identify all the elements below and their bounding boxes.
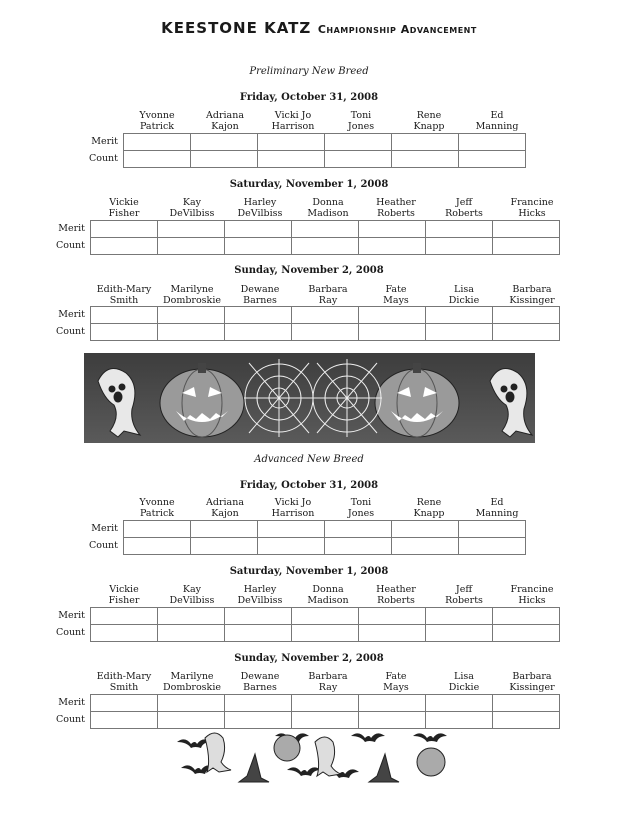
judge-last-name: DeVilbiss [237, 208, 283, 219]
judge-first-name: Yvonne [139, 110, 175, 121]
score-grid [90, 306, 560, 341]
score-cell[interactable] [191, 521, 258, 538]
score-cell[interactable] [325, 134, 392, 151]
judge-first-name: Heather [376, 584, 416, 595]
judge-name [191, 110, 259, 132]
day-heading: Friday, October 31, 2008 [239, 92, 379, 103]
ghost-icon [490, 369, 532, 438]
row-labels [78, 133, 118, 167]
judge-name [294, 284, 362, 306]
table-row [91, 238, 560, 255]
pumpkin-icon [274, 735, 445, 776]
judge-first-name: Edith-Mary [96, 284, 152, 295]
judge-last-name: Knapp [413, 508, 445, 519]
score-grid [90, 220, 560, 255]
score-cell[interactable] [258, 134, 325, 151]
score-cell[interactable] [426, 221, 493, 238]
score-cell[interactable] [459, 134, 526, 151]
score-cell[interactable] [392, 134, 459, 151]
score-grid [123, 520, 526, 555]
judge-last-name: Manning [475, 508, 519, 519]
row-label: Merit [58, 610, 85, 621]
judge-last-name: Dickie [448, 682, 480, 693]
row-labels [45, 607, 85, 641]
day-heading: Saturday, November 1, 2008 [229, 566, 389, 577]
judge-last-name: Kissinger [509, 682, 555, 693]
judge-last-name: Kajon [211, 508, 239, 519]
judge-first-name: Fate [385, 284, 407, 295]
pumpkin-icon [375, 363, 459, 437]
score-cell[interactable] [426, 712, 493, 729]
row-labels [45, 220, 85, 254]
score-cell[interactable] [493, 695, 560, 712]
judge-last-name: Dickie [448, 295, 480, 306]
score-cell[interactable] [325, 521, 392, 538]
score-cell[interactable] [91, 307, 158, 324]
spiderweb-icon [244, 359, 314, 437]
row-label: Merit [91, 523, 118, 534]
score-cell[interactable] [426, 238, 493, 255]
judge-name [158, 584, 226, 606]
score-cell[interactable] [225, 608, 292, 625]
judge-header-row [90, 197, 566, 219]
score-cell[interactable] [359, 324, 426, 341]
day-heading: Saturday, November 1, 2008 [229, 179, 389, 190]
score-cell[interactable] [493, 238, 560, 255]
judge-name [90, 197, 158, 219]
score-cell[interactable] [225, 695, 292, 712]
score-cell[interactable] [459, 538, 526, 555]
judge-first-name: Marilyne [170, 671, 214, 682]
table-row [91, 625, 560, 642]
score-cell[interactable] [91, 712, 158, 729]
score-cell[interactable] [392, 521, 459, 538]
halloween-banner [84, 353, 535, 443]
score-cell[interactable] [191, 538, 258, 555]
score-cell[interactable] [91, 324, 158, 341]
judge-name [158, 671, 226, 693]
judge-last-name: Manning [475, 121, 519, 132]
judge-last-name: Harrison [271, 121, 315, 132]
score-cell[interactable] [91, 695, 158, 712]
score-cell[interactable] [158, 712, 225, 729]
score-cell[interactable] [325, 538, 392, 555]
table-row [124, 134, 526, 151]
day-heading: Friday, October 31, 2008 [239, 480, 379, 491]
judge-last-name: Smith [109, 682, 139, 693]
score-cell[interactable] [359, 695, 426, 712]
judge-name [430, 284, 498, 306]
score-cell[interactable] [359, 307, 426, 324]
judge-first-name: Ed [490, 497, 504, 508]
judge-first-name: Vicki Jo [274, 110, 312, 121]
score-cell[interactable] [258, 538, 325, 555]
judge-last-name: Kissinger [509, 295, 555, 306]
judge-first-name: Barbara [308, 671, 348, 682]
judge-name [327, 497, 395, 519]
judge-name [362, 671, 430, 693]
score-cell[interactable] [225, 307, 292, 324]
judge-name [395, 110, 463, 132]
judge-name [498, 284, 566, 306]
score-grid [90, 607, 560, 642]
row-label: Count [88, 540, 118, 551]
judge-last-name: Patrick [139, 508, 175, 519]
judge-first-name: Barbara [512, 284, 552, 295]
score-cell[interactable] [225, 625, 292, 642]
score-cell[interactable] [292, 238, 359, 255]
judge-last-name: Roberts [377, 595, 415, 606]
judge-name [158, 284, 226, 306]
judge-name [498, 197, 566, 219]
judge-last-name: DeVilbiss [237, 595, 283, 606]
judge-name [191, 497, 259, 519]
judge-first-name: Donna [312, 197, 344, 208]
row-label: Count [55, 627, 85, 638]
table-row [124, 521, 526, 538]
score-cell[interactable] [292, 712, 359, 729]
judge-header-row [90, 284, 566, 306]
score-cell[interactable] [91, 221, 158, 238]
row-label: Merit [91, 136, 118, 147]
judge-last-name: Dombroskie [163, 682, 221, 693]
judge-first-name: Heather [376, 197, 416, 208]
score-cell[interactable] [124, 521, 191, 538]
judge-first-name: Lisa [454, 284, 474, 295]
judge-first-name: Barbara [308, 284, 348, 295]
score-cell[interactable] [158, 625, 225, 642]
judge-name [327, 110, 395, 132]
score-grid [90, 694, 560, 729]
halloween-clipart [175, 728, 460, 788]
judge-last-name: Roberts [445, 208, 483, 219]
score-cell[interactable] [225, 221, 292, 238]
score-cell[interactable] [292, 695, 359, 712]
judge-first-name: Edith-Mary [96, 671, 152, 682]
score-cell[interactable] [124, 538, 191, 555]
judge-first-name: Toni [350, 497, 372, 508]
judge-first-name: Jeff [455, 197, 473, 208]
page-title [0, 18, 638, 37]
judge-last-name: DeVilbiss [169, 208, 215, 219]
judge-first-name: Francine [510, 197, 554, 208]
row-labels [45, 694, 85, 728]
row-label: Count [55, 240, 85, 251]
score-cell[interactable] [158, 307, 225, 324]
banner-art [84, 353, 535, 443]
score-cell[interactable] [258, 151, 325, 168]
judge-first-name: Toni [350, 110, 372, 121]
judge-name [123, 110, 191, 132]
judge-name [259, 497, 327, 519]
judge-name [430, 671, 498, 693]
score-cell[interactable] [493, 625, 560, 642]
judge-last-name: DeVilbiss [169, 595, 215, 606]
judge-first-name: Fate [385, 671, 407, 682]
score-cell[interactable] [91, 238, 158, 255]
judge-name [430, 197, 498, 219]
score-cell[interactable] [359, 625, 426, 642]
judge-first-name: Donna [312, 584, 344, 595]
table-row [91, 307, 560, 324]
score-cell[interactable] [325, 151, 392, 168]
judge-name [294, 671, 362, 693]
row-label: Count [55, 714, 85, 725]
judge-last-name: Roberts [377, 208, 415, 219]
judge-first-name: Rene [416, 497, 442, 508]
section-title: Preliminary New Breed [249, 66, 369, 77]
title-main: KEESTONE KATZ [161, 19, 312, 37]
judge-first-name: Vickie [109, 197, 139, 208]
row-label: Count [55, 326, 85, 337]
ghost-icon [98, 369, 140, 438]
score-cell[interactable] [426, 695, 493, 712]
judge-first-name: Rene [416, 110, 442, 121]
score-cell[interactable] [359, 712, 426, 729]
score-cell[interactable] [158, 221, 225, 238]
judge-first-name: Jeff [455, 584, 473, 595]
judge-header-row [90, 671, 566, 693]
score-cell[interactable] [292, 307, 359, 324]
score-cell[interactable] [493, 221, 560, 238]
score-cell[interactable] [426, 324, 493, 341]
day-heading: Sunday, November 2, 2008 [234, 653, 384, 664]
judge-first-name: Kay [182, 197, 202, 208]
judge-name [362, 197, 430, 219]
table-row [91, 608, 560, 625]
judge-last-name: Jones [347, 508, 375, 519]
judge-name [498, 671, 566, 693]
judge-name [362, 284, 430, 306]
judge-last-name: Dombroskie [163, 295, 221, 306]
judge-first-name: Harley [243, 584, 277, 595]
judge-header-row [123, 110, 531, 132]
judge-first-name: Vicki Jo [274, 497, 312, 508]
score-cell[interactable] [158, 695, 225, 712]
judge-first-name: Adriana [206, 110, 244, 121]
judge-name [294, 584, 362, 606]
judge-last-name: Kajon [211, 121, 239, 132]
judge-first-name: Ed [490, 110, 504, 121]
table-row [91, 695, 560, 712]
judge-last-name: Mays [383, 295, 409, 306]
score-cell[interactable] [426, 307, 493, 324]
row-label: Merit [58, 223, 85, 234]
judge-last-name: Smith [109, 295, 139, 306]
table-row [91, 712, 560, 729]
judge-name [123, 497, 191, 519]
spiderweb-icon [312, 359, 382, 437]
judge-name [90, 671, 158, 693]
score-cell[interactable] [459, 151, 526, 168]
row-label: Merit [58, 309, 85, 320]
judge-name [226, 584, 294, 606]
score-cell[interactable] [225, 238, 292, 255]
score-cell[interactable] [158, 608, 225, 625]
score-grid [123, 133, 526, 168]
table-row [124, 538, 526, 555]
row-label: Count [88, 153, 118, 164]
judge-last-name: Ray [318, 682, 338, 693]
judge-last-name: Barnes [243, 682, 277, 693]
judge-first-name: Barbara [512, 671, 552, 682]
judge-last-name: Mays [383, 682, 409, 693]
score-cell[interactable] [459, 521, 526, 538]
judge-first-name: Dewane [240, 284, 280, 295]
row-labels [78, 520, 118, 554]
judge-first-name: Lisa [454, 671, 474, 682]
score-cell[interactable] [493, 608, 560, 625]
judge-name [226, 284, 294, 306]
section-title: Advanced New Breed [254, 454, 364, 465]
score-cell[interactable] [292, 324, 359, 341]
day-heading: Sunday, November 2, 2008 [234, 265, 384, 276]
judge-last-name: Ray [318, 295, 338, 306]
judge-last-name: Hicks [518, 595, 546, 606]
row-label: Merit [58, 697, 85, 708]
judge-name [158, 197, 226, 219]
score-cell[interactable] [493, 324, 560, 341]
judge-last-name: Harrison [271, 508, 315, 519]
judge-first-name: Francine [510, 584, 554, 595]
judge-name [226, 671, 294, 693]
score-cell[interactable] [124, 134, 191, 151]
score-cell[interactable] [392, 538, 459, 555]
score-cell[interactable] [91, 625, 158, 642]
score-cell[interactable] [91, 608, 158, 625]
judge-name [463, 110, 531, 132]
judge-first-name: Dewane [240, 671, 280, 682]
judge-name [395, 497, 463, 519]
score-cell[interactable] [493, 712, 560, 729]
table-row [91, 221, 560, 238]
ghost-icon [205, 733, 341, 776]
judge-first-name: Adriana [206, 497, 244, 508]
judge-first-name: Kay [182, 584, 202, 595]
score-cell[interactable] [158, 238, 225, 255]
score-cell[interactable] [359, 608, 426, 625]
judge-name [90, 284, 158, 306]
judge-header-row [123, 497, 531, 519]
judge-name [498, 584, 566, 606]
judge-last-name: Hicks [518, 208, 546, 219]
score-cell[interactable] [493, 307, 560, 324]
score-cell[interactable] [426, 608, 493, 625]
score-cell[interactable] [359, 238, 426, 255]
judge-last-name: Fisher [108, 208, 140, 219]
score-cell[interactable] [158, 324, 225, 341]
score-cell[interactable] [292, 608, 359, 625]
judge-first-name: Marilyne [170, 284, 214, 295]
judge-last-name: Roberts [445, 595, 483, 606]
score-cell[interactable] [392, 151, 459, 168]
judge-first-name: Yvonne [139, 497, 175, 508]
pumpkin-icon [160, 363, 244, 437]
judge-last-name: Fisher [108, 595, 140, 606]
judge-last-name: Madison [307, 208, 349, 219]
title-sub: Championship Advancement [317, 23, 477, 36]
judge-name [294, 197, 362, 219]
score-cell[interactable] [258, 521, 325, 538]
score-cell[interactable] [426, 625, 493, 642]
judge-last-name: Knapp [413, 121, 445, 132]
judge-name [90, 584, 158, 606]
score-cell[interactable] [124, 151, 191, 168]
judge-first-name: Harley [243, 197, 277, 208]
table-row [124, 151, 526, 168]
judge-name [362, 584, 430, 606]
judge-last-name: Barnes [243, 295, 277, 306]
judge-last-name: Madison [307, 595, 349, 606]
score-cell[interactable] [225, 712, 292, 729]
judge-name [463, 497, 531, 519]
judge-name [226, 197, 294, 219]
judge-last-name: Patrick [139, 121, 175, 132]
score-cell[interactable] [292, 221, 359, 238]
score-cell[interactable] [191, 134, 258, 151]
judge-name [430, 584, 498, 606]
judge-header-row [90, 584, 566, 606]
judge-first-name: Vickie [109, 584, 139, 595]
row-labels [45, 306, 85, 340]
judge-last-name: Jones [347, 121, 375, 132]
score-cell[interactable] [225, 324, 292, 341]
table-row [91, 324, 560, 341]
score-cell[interactable] [359, 221, 426, 238]
score-cell[interactable] [191, 151, 258, 168]
judge-name [259, 110, 327, 132]
score-cell[interactable] [292, 625, 359, 642]
